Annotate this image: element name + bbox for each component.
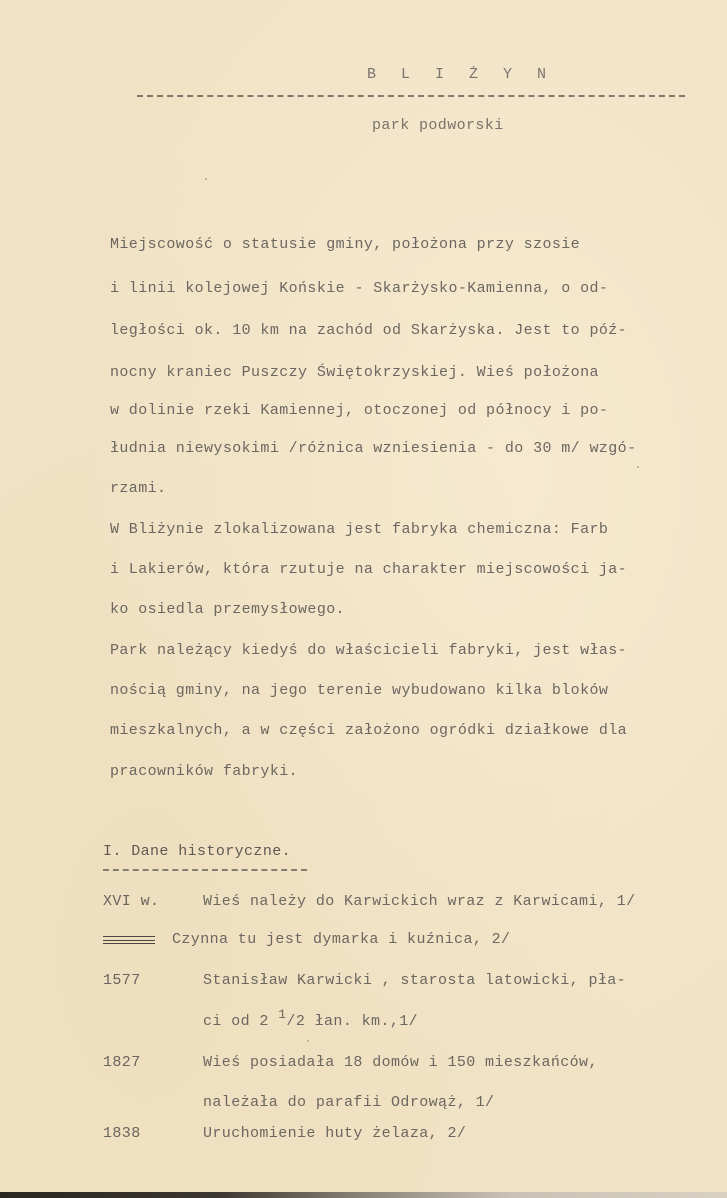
entry-text: Wieś posiadała 18 domów i 150 mieszkańców, xyxy=(203,1054,598,1071)
entry-text: Wieś należy do Karwickich wraz z Karwicami, 1/ xyxy=(203,893,636,910)
paragraph-line: mieszkalnych, a w części założono ogródki działkowe dla xyxy=(110,722,628,739)
entry-fragment: ci od 2 xyxy=(203,1013,269,1030)
section-underline xyxy=(103,869,307,871)
paragraph-line: Miejscowość o statusie gminy, położona przy szosie xyxy=(110,236,581,253)
paragraph-line: łudnia niewysokimi /różnica wzniesienia - do 30 m/ wzgó- xyxy=(110,440,637,457)
fraction-numerator: 1 xyxy=(278,1007,287,1022)
document-subtitle: park podworski xyxy=(372,117,504,134)
paragraph-line: w dolinie rzeki Kamiennej, otoczonej od północy i po- xyxy=(110,402,609,419)
entry-date: XVI w. xyxy=(103,893,160,910)
entry-text: Uruchomienie huty żelaza, 2/ xyxy=(203,1125,467,1142)
paragraph-line: pracowników fabryki. xyxy=(110,763,299,780)
title-underline xyxy=(137,95,685,97)
entry-text: Czynna tu jest dymarka i kuźnica, 2/ xyxy=(172,931,511,948)
paragraph-line: ko osiedla przemysłowego. xyxy=(110,601,346,618)
paragraph-line: nością gminy, na jego terenie wybudowano kilka bloków xyxy=(110,682,609,699)
paper-speck xyxy=(307,1040,309,1042)
entry-date: 1827 xyxy=(103,1054,141,1071)
paragraph-line: i Lakierów, która rzutuje na charakter miejscowości ja- xyxy=(110,561,628,578)
scan-bottom-edge xyxy=(0,1192,727,1198)
paragraph-line: ległości ok. 10 km na zachód od Skarżyska. Jest to póź- xyxy=(110,322,628,339)
section-heading: I. Dane historyczne. xyxy=(103,843,292,860)
paper-speck xyxy=(205,178,207,180)
paragraph-line: nocny kraniec Puszczy Świętokrzyskiej. Wieś położona xyxy=(110,364,599,381)
entry-text-continued: należała do parafii Odrowąż, 1/ xyxy=(203,1094,495,1111)
document-title: B L I Ż Y N xyxy=(367,66,555,83)
entry-fragment: /2 łan. km.,1/ xyxy=(286,1013,419,1030)
entry-date: 1577 xyxy=(103,972,141,989)
paper-speck xyxy=(637,466,639,468)
paragraph-line: Park należący kiedyś do właścicieli fabryki, jest włas- xyxy=(110,642,628,659)
entry-text-continued xyxy=(203,1007,419,1030)
paragraph-line: i linii kolejowej Końskie - Skarżysko-Kamienna, o od- xyxy=(110,280,609,297)
entry-text: Stanisław Karwicki , starosta latowicki, pła- xyxy=(203,972,627,989)
paragraph-line: W Bliżynie zlokalizowana jest fabryka chemiczna: Farb xyxy=(110,521,609,538)
paragraph-line: rzami. xyxy=(110,480,167,497)
ditto-mark-icon xyxy=(103,936,155,946)
entry-date: 1838 xyxy=(103,1125,141,1142)
